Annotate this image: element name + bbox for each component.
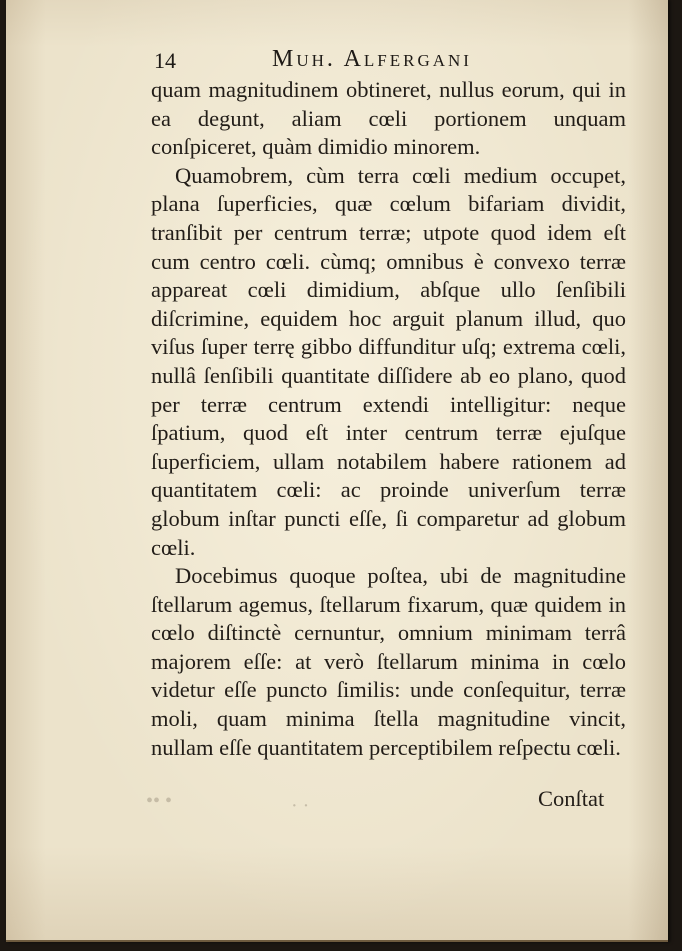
body-text	[151, 76, 626, 762]
paragraph-quamobrem: Quamobrem, cùm terra cœli medium occupet, plana ſuperficies, quæ cœlum bifariam dividit, tranſibit per centrum terræ; utpote quod idem eſt cum centro cœli. cùmq; omnibus è convexo terræ appareat cœli dimidium, abſque ullo ſenſibili diſcrimine, equidem hoc arguit planum illud, quo viſus ſuper terrę gibbo diffunditur uſq; extrema cœli, nullâ ſenſibili quantitate diſſidere ab eo plano, quod per terræ centrum extendi intelligitur: neque ſpatium, quod eſt inter centrum terræ ejuſque ſuperficiem, ullam notabilem habere rationem ad quantitatem cœli: ac proinde univerſum terræ globum inſtar puncti eſſe, ſi comparetur ad globum cœli.	[151, 162, 626, 560]
paragraph-docebimus: Docebimus quoque poſtea, ubi de magnitudine ſtellarum agemus, ſtellarum fixarum, quæ quidem in cœlo diſtinctè cernuntur, omnium minimam terrâ majorem eſſe: at verò ſtellarum minima in cœlo videtur eſſe puncto ſimilis: unde conſequitur, terræ moli, quam minima ſtella magnitudine vincit, nullam eſſe quantitatem perceptibilem reſpectu cœli.	[151, 563, 626, 760]
paragraph-continuation: quam magnitudinem obtineret, nullus eorum, qui in ea degunt, aliam cœli portionem unquam conſpiceret, quàm dimidio minorem.	[151, 77, 626, 160]
page-number: 14	[154, 48, 176, 73]
catchword: Conſtat	[538, 786, 605, 811]
book-page	[6, 0, 668, 942]
bleed-through-mark: •• •	[146, 790, 173, 812]
running-title: Muh. Alfergani	[272, 46, 472, 72]
page-header	[154, 44, 624, 78]
bleed-through-mark: · ·	[291, 795, 310, 817]
